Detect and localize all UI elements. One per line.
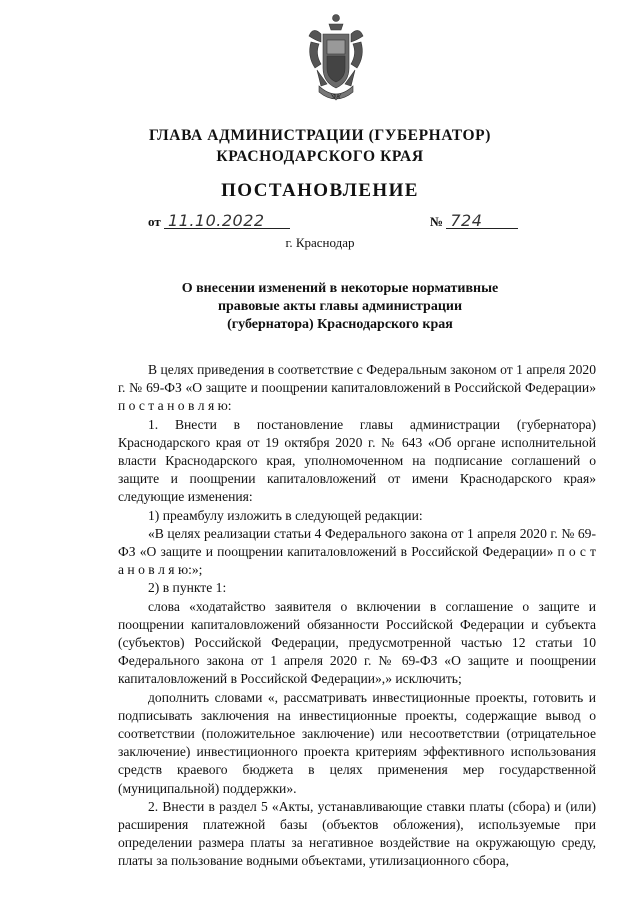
document-title: ПОСТАНОВЛЕНИЕ [221,180,419,201]
subject-line-3: (губернатора) Краснодарского края [227,317,453,332]
number-value: 724 [446,213,518,229]
subject-heading [140,280,540,334]
paragraph: дополнить словами «, рассматривать инвестиционные проекты, готовить и подписывать заключения на инвестиционные проекты, содержащие вывод о соответствии (положительное заключение) или несоответствии (отрицательное заключение) инвестиционного проекта критериям эффективного использования средств краевого бюджета в целях применения мер государственной (муниципальной) поддержки». [118,689,596,796]
paragraph: В целях приведения в соответствие с Федеральным законом от 1 апреля 2020 г. № 69-ФЗ «О защите и поощрении капиталовложений в Российской Федерации» п о с т а н о в л я ю: [118,362,596,414]
paragraph: слова «ходатайство заявителя о включении в соглашение о защите и поощрении капиталовложений обязанности Российской Федерации и субъекта (субъектов) Российской Федерации, предусмотренной частью 12 статьи 10 Федерального закона от 1 апреля 2020 г. № 69-ФЗ «О защите и поощрении капиталовложений в Российской Федерации»,» исключить; [118,598,596,687]
paragraph: 1. Внести в постановление главы администрации (губернатора) Краснодарского края от 19 октября 2020 г. № 643 «Об органе исполнительной власти Краснодарского края, уполномоченном на подписание соглашений о защите и поощрении капиталовложений от имени Краснодарского края» следующие изменения: [118,416,596,505]
paragraph: 2) в пункте 1: [148,580,227,596]
city: г. Краснодар [285,235,355,250]
paragraph: 2. Внести в раздел 5 «Акты, устанавливающие ставки платы (сбора) и (или) расширения платежной базы (объектов обложения), используемые при определении размера платы за негативное воздействие на окружающую среду, платы за пользование водными объектами, утилизационного сбора, [118,798,596,869]
date-prefix: от [148,214,161,229]
header-line-1: ГЛАВА АДМИНИСТРАЦИИ (ГУБЕРНАТОР) [149,127,491,144]
paragraph: 1) преамбулу изложить в следующей редакции: [148,507,423,523]
header-line-2: КРАСНОДАРСКОГО КРАЯ [216,148,424,165]
svg-text:ФА: ФА [332,94,340,100]
coat-of-arms-emblem [303,12,369,106]
number-field [430,213,518,230]
date-value: 11.10.2022 [164,213,290,229]
date-field [148,213,290,230]
subject-line-2: правовые акты главы администрации [217,299,463,314]
subject-line-1: О внесении изменений в некоторые нормативные [181,281,499,296]
paragraph: «В целях реализации статьи 4 Федерального закона от 1 апреля 2020 г. № 69-ФЗ «О защите и поощрении капиталовложений в Российской Федерации» п о с т а н о в л я ю:»; [118,525,596,578]
number-prefix: № [430,214,444,229]
document-body [118,361,596,871]
